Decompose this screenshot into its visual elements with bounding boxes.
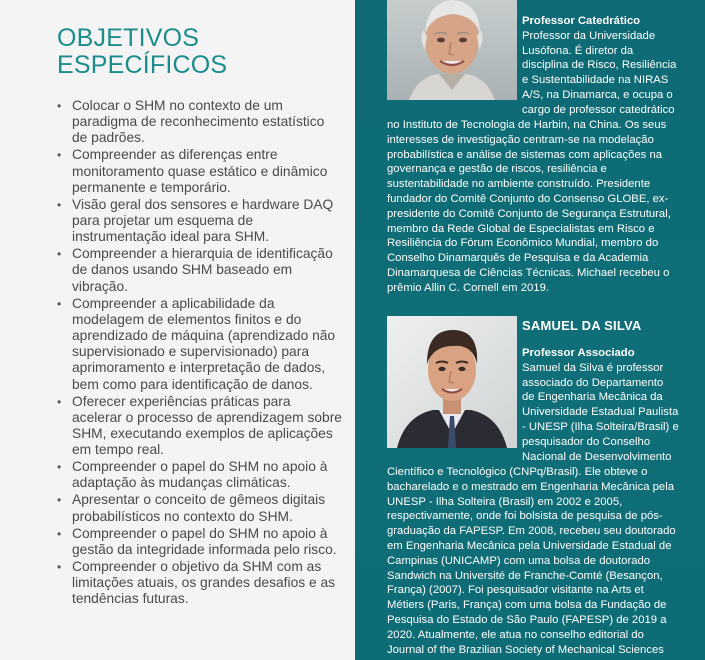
bullet-icon: • xyxy=(57,99,62,113)
professor2-bio-line: Campinas (UNICAMP) com uma bolsa de doutorado xyxy=(387,554,651,567)
professor2-name: SAMUEL DA SILVA xyxy=(522,318,642,333)
professor1-bio-line: e Sustentabilidade na NIRAS xyxy=(522,74,669,87)
professor2-bio-line: graduação da FAPESP. Em 2008, recebeu seu doutorado xyxy=(387,525,676,538)
professor1-photo xyxy=(387,0,517,100)
professor2-bio-line: bacharelado e o mestrado em Engenharia Mecânica pela xyxy=(387,480,674,493)
professor1-bio-line: presidente do Comitê Conjunto de Segurança Estrutural, xyxy=(387,207,671,220)
professor2-bio-full xyxy=(387,465,702,657)
professor1-bio-line: Professor da Universidade xyxy=(522,29,656,42)
bullet-icon: • xyxy=(57,526,62,541)
professor2-bio-line: - UNESP (Ilha Solteira/Brasil) e xyxy=(522,420,679,433)
professor2-bio-line: Métiers (Paris, França) com uma bolsa da Fundação de xyxy=(387,599,667,612)
professor1-portrait-icon xyxy=(387,0,517,100)
bullet-icon: • xyxy=(57,296,62,311)
objective-item: • Colocar o SHM no contexto de um paradigma de reconhecimento estatístico de padrões. xyxy=(57,98,325,146)
objectives-title xyxy=(57,25,227,79)
bullet-icon: • xyxy=(57,247,62,262)
professor2-bio-line: UNESP - Ilha Solteira (Brasil) em 2002 e 2005, xyxy=(387,495,623,508)
professor2-bio-line: Journal of the Brazilian Society of Mechanical Sciences xyxy=(387,643,664,656)
objective-item: • Compreender a aplicabilidade da modelagem de elementos finitos e do aprendizado de máquina (aprendizado não supervisionado e supervisionado) para aprimoramento e interpretação de dados, bem como para identificação de danos. xyxy=(57,295,336,392)
professor1-bio-line: fundador do Comitê Conjunto do Consenso GLOBE, ex- xyxy=(387,192,669,205)
professor1-bio-line: Conselho Dinamarquês de Pesquisa e da Academia xyxy=(387,252,649,265)
professor1-bio-line: Dinamarquesa de Ciências Técnicas. Michael recebeu o xyxy=(387,266,670,279)
objective-item: • Compreender as diferenças entre monitoramento quase estático e dinâmico permanente e temporário. xyxy=(57,147,328,195)
professor2-bio-line: pesquisador do Conselho xyxy=(522,435,651,448)
professor2-bio-line: respectivamente, onde foi bolsista de pesquisa de pós- xyxy=(387,510,663,523)
professor2-bio-line: de Engenharia Mecânica da xyxy=(522,391,663,404)
professor1-bio-line: interesses de investigação centram-se na modelação xyxy=(387,133,654,146)
objectives-list xyxy=(55,98,343,608)
professor1-bio-full xyxy=(387,118,702,296)
professor1-bio-line: disciplina de Risco, Resiliência xyxy=(522,59,677,72)
professor1-bio-line: probabilística e análise de sistemas com aplicações na xyxy=(387,148,663,161)
professor2-bio-line: em Engenharia Mecânica pela Universidade Estadual de xyxy=(387,539,672,552)
professor2-bio-line: 2020. Atualmente, ele atua no conselho editorial do xyxy=(387,628,644,641)
professor1-bio-side xyxy=(522,14,692,118)
objective-item: • Compreender o papel do SHM no apoio à gestão da integridade informada pelo risco. xyxy=(57,525,337,557)
objective-item: • Compreender a hierarquia de identificação de danos usando SHM baseado em vibração. xyxy=(57,246,333,294)
professor1-bio-line: sustentabilidade no ambiente construído. Presidente xyxy=(387,178,651,191)
bullet-icon: • xyxy=(57,197,62,212)
professors-panel xyxy=(355,0,705,660)
objective-item: • Compreender o objetivo da SHM com as limitações atuais, os grandes desafios e as tendências futuras. xyxy=(57,558,336,607)
professor2-bio-line: Nacional de Desenvolvimento xyxy=(522,450,672,463)
objective-item: • Visão geral dos sensores e hardware DAQ para projetar um esquema de instrumentação ideal para SHM. xyxy=(57,196,334,245)
professor2-bio-line: associado do Departamento xyxy=(522,376,664,389)
bullet-icon: • xyxy=(57,493,62,508)
professor2-bio-line: Pesquisa do Estado de São Paulo (FAPESP) de 2019 a xyxy=(387,613,667,626)
professor2-bio-line: Sandwich na Université de Franche-Comté (Besançon, xyxy=(387,569,663,582)
bullet-icon: • xyxy=(57,460,62,475)
professor1-bio-line: Resiliência do Fórum Econômico Mundial, membro do xyxy=(387,237,659,250)
professor2-photo xyxy=(387,316,517,448)
professor2-role: Professor Associado xyxy=(522,347,635,359)
professor1-bio-line: no Instituto de Tecnologia de Harbin, na China. Os seus xyxy=(387,119,667,131)
professor2-bio-line: Samuel da Silva é professor xyxy=(522,361,664,374)
professor1-bio-line: prêmio Allin C. Cornell em 2019. xyxy=(387,281,549,294)
professor1-bio-line: governança e gestão de riscos, resiliência e xyxy=(387,163,607,176)
professor1-bio-line: cargo de professor catedrático xyxy=(522,103,675,116)
objective-item: • Oferecer experiências práticas para acelerar o processo de aprendizagem sobre SHM, executando exemplos de aplicações em tempo real. xyxy=(57,393,342,458)
bullet-icon: • xyxy=(57,559,62,574)
professor2-bio-line: Científico e Tecnológico (CNPq/Brasil). Ele obteve o xyxy=(387,466,648,478)
objective-item: • Compreender o papel do SHM no apoio à adaptação às mudanças climáticas. xyxy=(57,459,328,491)
objectives-title-line1: OBJETIVOS xyxy=(57,24,200,52)
professor1-bio-line: Lusófona. É diretor da xyxy=(522,44,634,57)
bullet-icon: • xyxy=(57,148,62,163)
objective-item: • Apresentar o conceito de gêmeos digitais probabilísticos no contexto do SHM. xyxy=(57,492,326,524)
professor1-role: Professor Catedrático xyxy=(522,15,641,27)
professor2-portrait-icon xyxy=(387,316,517,448)
professor1-bio-line: membro da Rede Global de Especialistas em Risco e xyxy=(387,222,655,235)
professor1-bio-line: A/S, na Dinamarca, e ocupa o xyxy=(522,88,673,101)
professor2-bio-line: Universidade Estadual Paulista xyxy=(522,406,679,419)
objectives-title-line2: ESPECÍFICOS xyxy=(57,51,228,79)
professor2-bio-line: França) (2007). Foi pesquisador visitante na Arts et xyxy=(387,584,644,597)
professor2-bio-side xyxy=(522,346,692,464)
bullet-icon: • xyxy=(57,394,62,409)
